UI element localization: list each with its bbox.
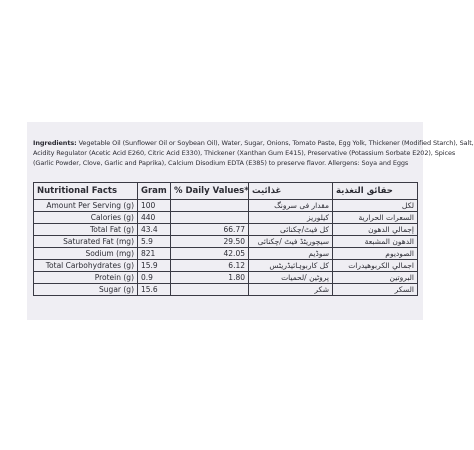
cell-gram: 100 (138, 200, 171, 212)
cell-nutrient: Calories (g) (34, 212, 138, 224)
cell-daily-value: 1.80 (171, 272, 249, 284)
cell-urdu: شکر (249, 284, 333, 296)
cell-gram: 440 (138, 212, 171, 224)
table-row (34, 284, 418, 296)
cell-urdu: کیلوریز (249, 212, 333, 224)
cell-nutrient: Total Fat (g) (34, 224, 138, 236)
cell-nutrient: Sodium (mg) (34, 248, 138, 260)
table-row (34, 200, 418, 212)
table-header-row (34, 183, 418, 200)
cell-gram: 821 (138, 248, 171, 260)
header-arabic: حقائق التغذية (333, 183, 418, 200)
cell-nutrient: Saturated Fat (mg) (34, 236, 138, 248)
table-row (34, 212, 418, 224)
ingredients-line-1: Vegetable Oil (Sunflower Oil or Soybean Oil), Water, Sugar, Onions, Tomato Paste, Egg Yolk, Thickener (Modified Starch), Salt, (78, 139, 474, 147)
cell-gram: 15.6 (138, 284, 171, 296)
cell-daily-value: 66.77 (171, 224, 249, 236)
ingredients-heading: Ingredients: (33, 139, 77, 147)
cell-urdu: کل کاربوہائیڈریٹس (249, 260, 333, 272)
cell-urdu: پروٹین /لحمیات (249, 272, 333, 284)
cell-arabic: السعرات الحرارية (333, 212, 418, 224)
cell-arabic: إجمالي الدهون (333, 224, 418, 236)
cell-daily-value: 6.12 (171, 260, 249, 272)
table-row (34, 260, 418, 272)
cell-daily-value: 29.50 (171, 236, 249, 248)
cell-gram: 43.4 (138, 224, 171, 236)
cell-daily-value (171, 200, 249, 212)
ingredients-text (33, 138, 474, 168)
cell-urdu: کل فیٹ/چکنائی (249, 224, 333, 236)
cell-daily-value (171, 284, 249, 296)
cell-gram: 0.9 (138, 272, 171, 284)
cell-nutrient: Total Carbohydrates (g) (34, 260, 138, 272)
cell-urdu: سوڈیم (249, 248, 333, 260)
cell-nutrient: Amount Per Serving (g) (34, 200, 138, 212)
cell-arabic: الدهون المشبعة (333, 236, 418, 248)
cell-urdu: سیچوریٹڈ فیٹ /چکنائی (249, 236, 333, 248)
cell-arabic: اجمالي الكربوهيدرات (333, 260, 418, 272)
table-row (34, 272, 418, 284)
cell-gram: 15.9 (138, 260, 171, 272)
cell-nutrient: Sugar (g) (34, 284, 138, 296)
cell-daily-value: 42.05 (171, 248, 249, 260)
cell-arabic: الصوديوم (333, 248, 418, 260)
cell-daily-value (171, 212, 249, 224)
header-daily-values: % Daily Values* (171, 183, 249, 200)
ingredients-line-3: (Garlic Powder, Clove, Garlic and Paprika), Calcium Disodium EDTA (E385) to preserve flavor. Allergens: Soya and Eggs (33, 159, 409, 167)
header-nutritional-facts: Nutritional Facts (34, 183, 138, 200)
cell-arabic: السكر (333, 284, 418, 296)
header-urdu: غذائيت (249, 183, 333, 200)
cell-arabic: البروتين (333, 272, 418, 284)
table-row (34, 236, 418, 248)
cell-arabic: لكل (333, 200, 418, 212)
ingredients-line-2: Acidity Regulator (Acetic Acid E260, Citric Acid E330), Thickener (Xanthan Gum E415), Preservative (Potassium Sorbate E202), Spices (33, 149, 456, 157)
table-row (34, 248, 418, 260)
cell-nutrient: Protein (g) (34, 272, 138, 284)
cell-urdu: مقدار فی سرونگ (249, 200, 333, 212)
cell-gram: 5.9 (138, 236, 171, 248)
table-row (34, 224, 418, 236)
header-gram: Gram (138, 183, 171, 200)
nutrition-facts-table (33, 182, 418, 296)
